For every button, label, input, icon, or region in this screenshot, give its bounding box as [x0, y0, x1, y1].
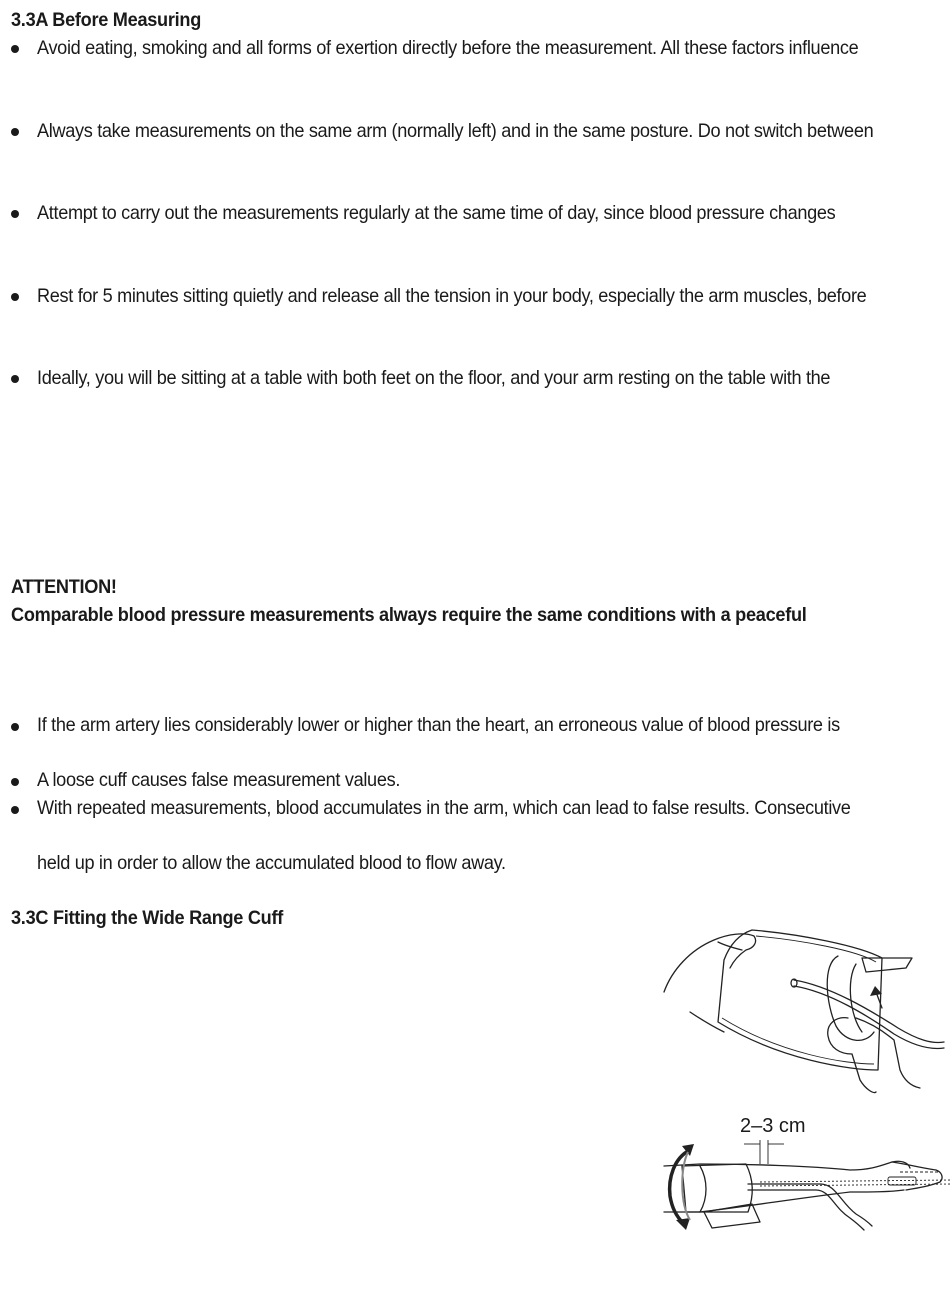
- bullet-icon: [11, 806, 19, 814]
- bullet-text: Ideally, you will be sitting at a table with both feet on the floor, and your arm resting on the table with the: [37, 367, 831, 389]
- cuff-position-illustration: [660, 1108, 950, 1248]
- bullet-text: Avoid eating, smoking and all forms of exertion directly before the measurement. All these factors influence: [37, 37, 859, 59]
- attention-text: Comparable blood pressure measurements always require the same conditions with a peaceful: [11, 604, 807, 626]
- bullet-icon: [11, 723, 19, 731]
- section-heading-fitting-cuff: 3.3C Fitting the Wide Range Cuff: [11, 907, 284, 929]
- bullet-icon: [11, 778, 19, 786]
- bullet-icon: [11, 128, 19, 136]
- bullet-icon: [11, 375, 19, 383]
- bullet-icon: [11, 45, 19, 53]
- bullet-text: Always take measurements on the same arm (normally left) and in the same posture. Do not switch between: [37, 120, 874, 142]
- bullet-text: Rest for 5 minutes sitting quietly and release all the tension in your body, especially the arm muscles, before: [37, 285, 867, 307]
- measurement-label: 2–3 cm: [740, 1115, 806, 1137]
- cuff-wrapping-illustration: [660, 920, 950, 1100]
- bullet-text: A loose cuff causes false measurement values.: [37, 769, 401, 791]
- bullet-icon: [11, 210, 19, 218]
- bullet-text: Attempt to carry out the measurements regularly at the same time of day, since blood pressure changes: [37, 202, 836, 224]
- attention-title: ATTENTION!: [11, 576, 117, 598]
- bullet-text: If the arm artery lies considerably lower or higher than the heart, an erroneous value of blood pressure is: [37, 714, 840, 736]
- section-heading-before-measuring: 3.3A Before Measuring: [11, 9, 201, 31]
- bullet-icon: [11, 293, 19, 301]
- bullet-text: With repeated measurements, blood accumulates in the arm, which can lead to false results. Consecutive: [37, 797, 851, 819]
- continuation-text: held up in order to allow the accumulated blood to flow away.: [37, 852, 506, 874]
